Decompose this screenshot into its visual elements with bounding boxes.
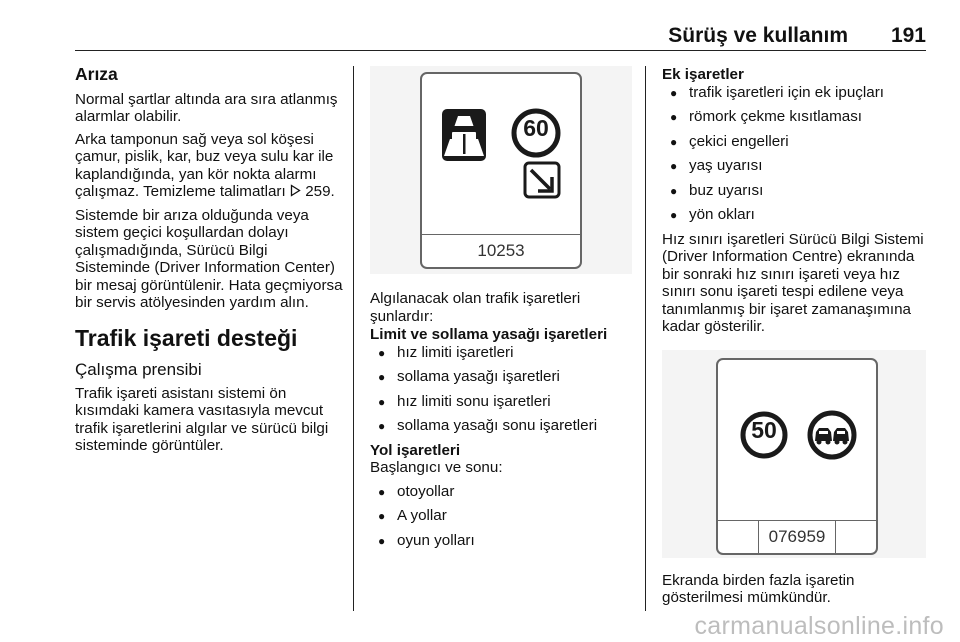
subsection-title: Çalışma prensibi [75,360,202,379]
page-ref-link[interactable]: 259. [305,183,335,200]
column-left [75,66,343,460]
list-item: ● oyun yolları [370,532,635,550]
figure-code-1: 10253 [477,241,525,260]
paragraph-missed-alarms: Normal şartlar altında ara sıra atlanmış alarmlar olabilir. [75,90,338,125]
list-additional [662,84,930,224]
list-item: ● trafik işaretleri için ek ipuçları [662,84,930,102]
display-divider [422,234,580,235]
list-road-signs [370,483,635,550]
list-title-road-signs: Yol işaretleri [370,441,461,459]
list-item: ● buz uyarısı [662,182,930,200]
column-middle [370,66,635,556]
page-header [75,24,926,48]
paragraph-bumper [75,131,343,202]
list-item: ● sollama yasağı sonu işaretleri [370,417,635,435]
list-title-additional: Ek işaretler [662,66,744,83]
paragraph-system-fault: Sistemde bir arıza olduğunda veya sistem geçici koşullardan dolayı çalışmadığında, Sürücü Bilgi Sisteminde (Driver Information Center) bir mesaj görüntülenir. Hata geçmiyorsa bir servis atölyesinden yardım alın. [75,206,343,311]
list-item: ● sollama yasağı işaretleri [370,368,635,386]
paragraph-speed-display: Hız sınırı işaretleri Sürücü Bilgi Sistemi (Driver Information Centre) ekranında bir sonraki hız sınırı işareti veya hız sınırı sonu işareti tespi edilene veya tanımlanmış bir işaret zamanaşımına kadar gösterilir. [662,230,924,335]
list-title-limits: Limit ve sollama yasağı işaretleri [370,326,608,343]
column-divider-right [645,66,646,611]
page-ref-arrow-icon [290,184,301,202]
list-item: ● A yollar [370,507,635,525]
display-divider [718,520,876,521]
figure-sign-display-2 [662,350,926,558]
list-intro-road-signs: Başlangıcı ve sonu: [370,459,503,476]
list-item: ● hız limiti işaretleri [370,344,635,362]
motorway-sign-icon [422,74,580,234]
speed-limit-value-1: 60 [523,115,549,141]
list-item: ● çekici engelleri [662,133,930,151]
display-frame [420,72,582,269]
paragraph-multiple-signs: Ekranda birden fazla işaretin gösterilmesi mümkündür. [662,571,855,606]
heading-fault: Arıza [75,64,118,84]
section-title: Trafik işareti desteği [75,324,298,351]
watermark: carmanualsonline.info [694,612,944,640]
list-item: ● yaş uyarısı [662,157,930,175]
column-divider-left [353,66,354,611]
paragraph-detected-signs: Algılanacak olan trafik işaretleri şunlardır: [370,290,581,325]
figure-sign-display-1 [370,66,632,274]
paragraph-bumper-text: Arka tamponun sağ veya sol köşesi çamur, pislik, kar, buz veya sulu kar ile kaplandığında, yan kör nokta alarmı çalışmaz. Temizleme talimatları [75,130,334,200]
running-title: Sürüş ve kullanım [668,24,848,47]
speed-limit-value-2: 50 [751,416,777,443]
list-item: ● yön okları [662,206,930,224]
no-overtaking-sign-icon [718,360,876,520]
paragraph-principle: Trafik işareti asistanı sistemi ön kısımdaki kamera vasıtasıyla mevcut trafik işaretlerini algılar ve sürücü bilgi sisteminde görüntüler. [75,384,329,454]
column-right [662,66,930,612]
list-limits [370,344,635,435]
list-item: ● hız limiti sonu işaretleri [370,393,635,411]
list-item: ● römork çekme kısıtlaması [662,108,930,126]
display-frame [716,358,878,555]
figure-code-2: 076959 [768,526,826,546]
header-rule [75,50,926,51]
list-item: ● otoyollar [370,483,635,501]
page-number: 191 [890,24,926,47]
